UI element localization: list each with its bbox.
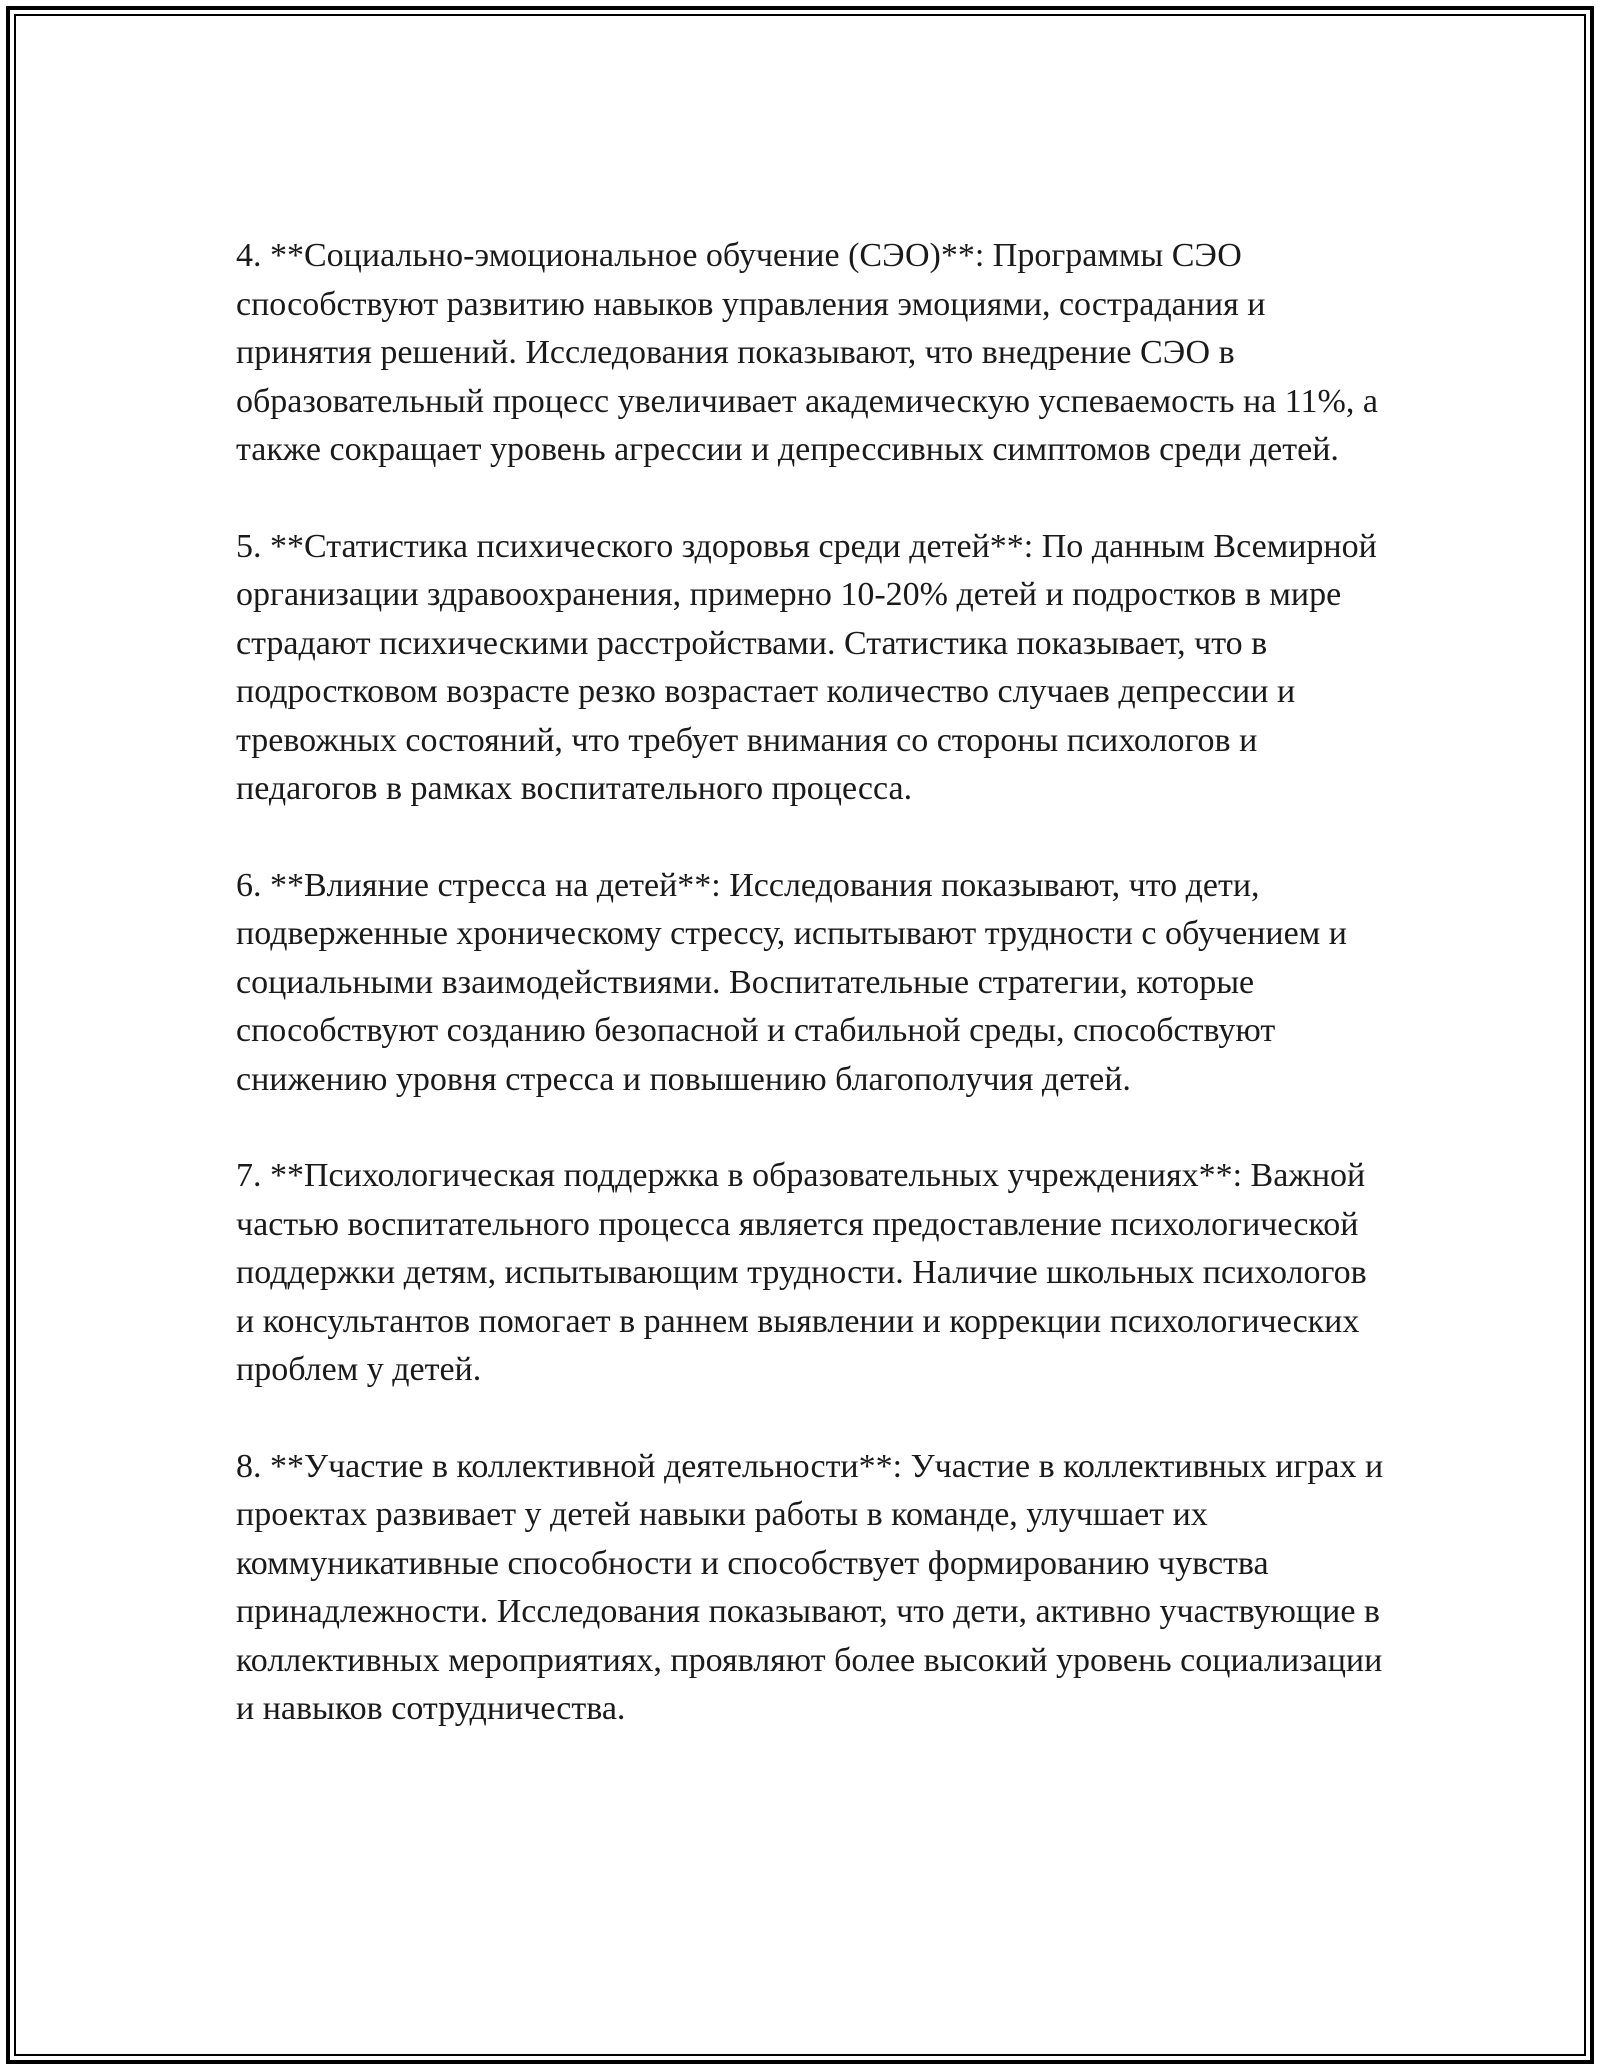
paragraph-item-4: 4. **Социально-эмоциональное обучение (СЭО)**: Программы СЭО способствуют развитию навыков управления эмоциями, сострадания и принятия решений. Исследования показывают, что внедрение СЭО в образовательный процесс увеличивает академическую успеваемость на 11%, а также сокращает уровень агрессии и депрессивных симптомов среди детей. xyxy=(236,237,1378,468)
paragraph-item-5: 5. **Статистика психического здоровья среди детей**: По данным Всемирной организации здравоохранения, примерно 10-20% детей и подростков в мире страдают психическими расстройствами. Статистика показывает, что в подростковом возрасте резко возрастает количество случаев депрессии и тревожных состояний, что требует внимания со стороны психологов и педагогов в рамках воспитательного процесса. xyxy=(236,527,1377,807)
paragraph-item-7: 7. **Психологическая поддержка в образовательных учреждениях**: Важной частью воспитательного процесса является предоставление психологической поддержки детям, испытывающим трудности. Наличие школьных психологов и консультантов помогает в раннем выявлении и коррекции психологических проблем у детей. xyxy=(236,1157,1367,1388)
paragraph-item-8: 8. **Участие в коллективной деятельности**: Участие в коллективных играх и проектах развивает у детей навыки работы в команде, улучшает их коммуникативные способности и способствует формированию чувства принадлежности. Исследования показывают, что дети, активно участвующие в коллективных мероприятиях, проявляют более высокий уровень социализации и навыков сотрудничества. xyxy=(236,1447,1384,1727)
paragraph-item-6: 6. **Влияние стресса на детей**: Исследования показывают, что дети, подверженные хроническому стрессу, испытывают трудности с обучением и социальными взаимодействиями. Воспитательные стратегии, которые способствуют созданию безопасной и стабильной среды, способствуют снижению уровня стресса и повышению благополучия детей. xyxy=(236,866,1347,1098)
document-body xyxy=(236,232,1386,1734)
